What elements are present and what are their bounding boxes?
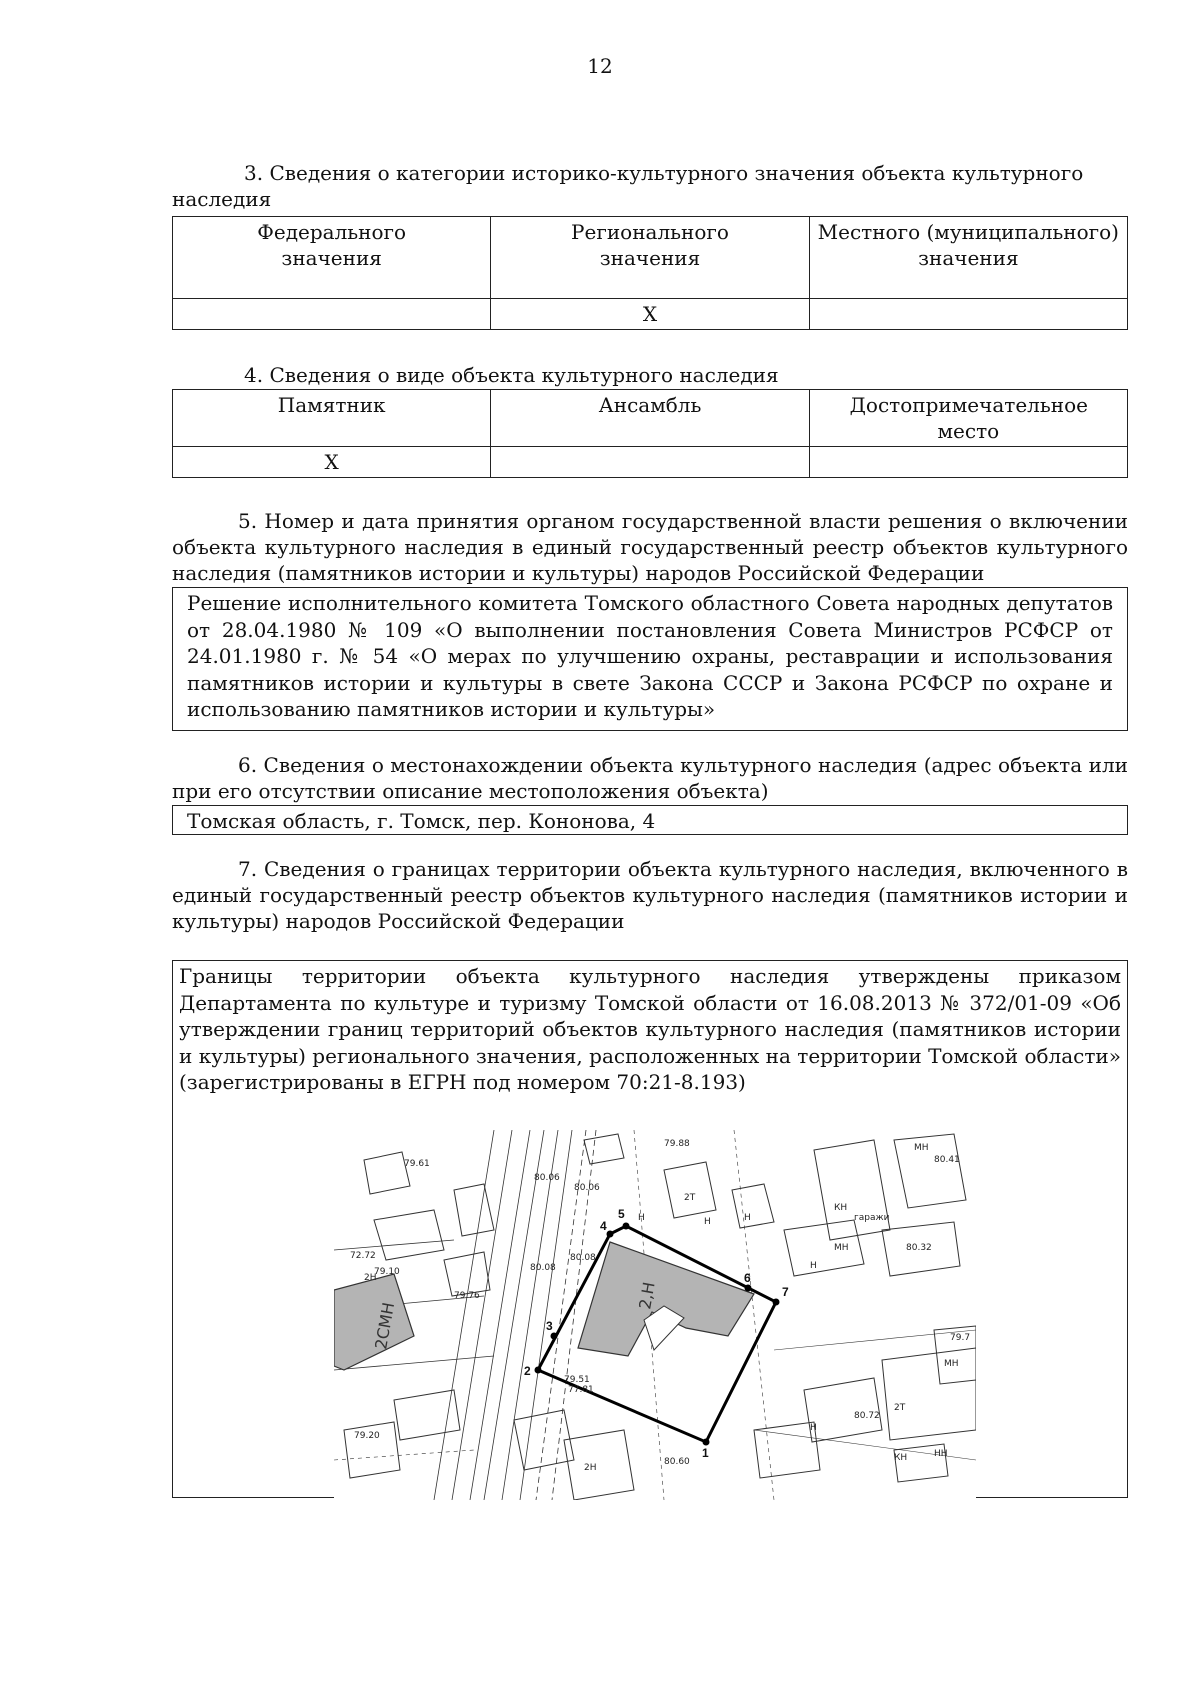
point-5-label: 5 xyxy=(618,1207,625,1221)
building-left-label: 2СМН xyxy=(371,1300,399,1351)
building-main-label: 2,Н xyxy=(635,1280,659,1311)
building-left xyxy=(334,1274,414,1370)
value-landmark xyxy=(809,447,1127,478)
value-monument: Х xyxy=(173,447,491,478)
section5-heading: 5. Номер и дата принятия органом государственной власти решения о включении объекта культурного наследия в единый государственный реестр объектов культурного наследия (памятников истории и культуры) народов Российской Федерации xyxy=(172,509,1128,585)
value-ensemble xyxy=(491,447,809,478)
page-number: 12 xyxy=(587,54,613,78)
section6-heading: 6. Сведения о местонахождении объекта культурного наследия (адрес объекта или при его отсутствии описание местоположения объекта) xyxy=(172,753,1128,803)
svg-text:80.08: 80.08 xyxy=(530,1263,556,1273)
svg-text:КН: КН xyxy=(834,1203,848,1213)
svg-text:80.72: 80.72 xyxy=(854,1411,880,1421)
svg-text:79.76: 79.76 xyxy=(454,1291,480,1301)
svg-text:Н: Н xyxy=(638,1213,645,1223)
header-local: Местного (муниципального) значения xyxy=(809,217,1127,299)
svg-text:72.72: 72.72 xyxy=(350,1251,376,1261)
svg-text:80.60: 80.60 xyxy=(664,1457,690,1467)
map-parcel xyxy=(882,1348,976,1440)
svg-text:2Т: 2Т xyxy=(894,1403,906,1413)
value-federal xyxy=(173,299,491,330)
map-parcel xyxy=(784,1220,864,1276)
svg-text:79.20: 79.20 xyxy=(354,1431,380,1441)
svg-text:79.88: 79.88 xyxy=(664,1139,690,1149)
header-monument: Памятник xyxy=(173,390,491,447)
map-svg xyxy=(334,1130,976,1500)
svg-text:80.06: 80.06 xyxy=(534,1173,560,1183)
map-parcel xyxy=(374,1210,444,1260)
svg-text:МН: МН xyxy=(914,1143,929,1153)
point-2-label: 2 xyxy=(524,1364,531,1378)
header-landmark: Достопримечательное место xyxy=(809,390,1127,447)
header-ensemble: Ансамбль xyxy=(491,390,809,447)
svg-text:НН: НН xyxy=(934,1449,948,1459)
svg-text:80.41: 80.41 xyxy=(934,1155,960,1165)
header-regional: Регионального значения xyxy=(491,217,809,299)
svg-text:Н: Н xyxy=(704,1217,711,1227)
svg-text:МН: МН xyxy=(944,1359,959,1369)
svg-text:гаражи: гаражи xyxy=(854,1213,890,1223)
map-parcel xyxy=(564,1430,634,1500)
kind-table xyxy=(172,389,1128,478)
svg-text:79.10: 79.10 xyxy=(374,1267,400,1277)
svg-text:Н: Н xyxy=(810,1423,817,1433)
svg-text:КН: КН xyxy=(894,1453,908,1463)
map-parcel xyxy=(394,1390,460,1440)
svg-text:80.06: 80.06 xyxy=(574,1183,600,1193)
point-7-label: 7 xyxy=(782,1285,789,1299)
map-parcel xyxy=(732,1184,774,1228)
svg-text:79.61: 79.61 xyxy=(404,1159,430,1169)
svg-text:2Н: 2Н xyxy=(584,1463,597,1473)
svg-text:2Т: 2Т xyxy=(684,1193,696,1203)
category-table xyxy=(172,216,1128,330)
svg-text:79.7: 79.7 xyxy=(950,1333,971,1343)
map-parcel xyxy=(814,1140,890,1240)
section6-content: Томская область, г. Томск, пер. Кононова, 4 xyxy=(172,805,1128,835)
svg-text:79.51: 79.51 xyxy=(564,1375,590,1385)
section3-heading: 3. Сведения о категории историко-культурного значения объекта культурного наследия xyxy=(172,161,1084,211)
value-regional: Х xyxy=(491,299,809,330)
building-main xyxy=(578,1242,754,1356)
section7-heading: 7. Сведения о границах территории объекта культурного наследия, включенного в единый государственный реестр объектов культурного наследия (памятников истории и культуры) народов Российской Федерации xyxy=(172,857,1128,933)
point-1-label: 1 xyxy=(702,1446,709,1460)
point-3-label: 3 xyxy=(546,1319,553,1333)
point-6-label: 6 xyxy=(744,1271,751,1285)
point-4-label: 4 xyxy=(600,1219,607,1233)
svg-text:Н: Н xyxy=(744,1213,751,1223)
section5-content: Решение исполнительного комитета Томского областного Совета народных депутатов от 28.04.1980 № 109 «О выполнении постановления Совета Министров РСФСР от 24.01.1980 г. № 54 «О мерах по улучшению охраны, реставрации и использования памятников истории и культуры в свете Закона СССР и Закона РСФСР по охране и использованию памятников истории и культуры» xyxy=(172,587,1128,731)
svg-text:Н: Н xyxy=(810,1261,817,1271)
map-parcel xyxy=(454,1184,494,1236)
header-federal: Федерального значения xyxy=(173,217,491,299)
section4-heading: 4. Сведения о виде объекта культурного наследия xyxy=(244,363,779,387)
section7-content: Границы территории объекта культурного наследия утверждены приказом Департамента по культуре и туризму Томской области от 16.08.2013 № 372/01-09 «Об утверждении границ территорий объектов культурного наследия (памятников истории и культуры) регионального значения, расположенных на территории Томской области» (зарегистрированы в ЕГРН под номером 70:21-8.193) xyxy=(179,964,1121,1094)
map-parcel xyxy=(664,1162,716,1218)
svg-text:77.81: 77.81 xyxy=(568,1385,594,1395)
map-parcel xyxy=(444,1252,490,1296)
cadastral-map xyxy=(334,1130,976,1500)
svg-text:80.08: 80.08 xyxy=(570,1253,596,1263)
map-parcel xyxy=(584,1134,624,1164)
svg-text:МН: МН xyxy=(834,1243,849,1253)
map-parcel xyxy=(894,1134,966,1208)
value-local xyxy=(809,299,1127,330)
svg-text:80.32: 80.32 xyxy=(906,1243,932,1253)
svg-text:2Н: 2Н xyxy=(364,1273,377,1283)
